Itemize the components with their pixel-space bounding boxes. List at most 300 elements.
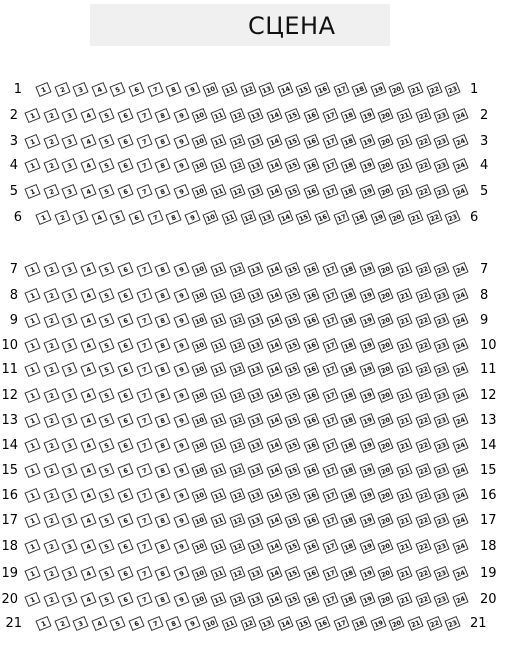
seat-r19-s20[interactable]: 20 [378,566,394,581]
seat-r12-s4[interactable]: 4 [80,388,96,403]
seat-r10-s7[interactable]: 7 [136,338,152,353]
seat-r15-s1[interactable]: 1 [24,463,40,478]
seat-r20-s14[interactable]: 14 [266,592,282,607]
seat-r3-s7[interactable]: 7 [136,134,152,149]
seat-r19-s12[interactable]: 12 [229,566,245,581]
seat-r10-s5[interactable]: 5 [99,338,115,353]
seat-r4-s19[interactable]: 19 [359,158,375,173]
seat-r11-s4[interactable]: 4 [80,362,96,377]
seat-r18-s15[interactable]: 15 [285,539,301,554]
seat-r21-s16[interactable]: 16 [314,616,330,631]
seat-r21-s23[interactable]: 23 [445,616,461,631]
seat-r10-s14[interactable]: 14 [266,338,282,353]
seat-r6-s16[interactable]: 16 [314,210,330,225]
seat-r13-s3[interactable]: 3 [62,413,78,428]
seat-r4-s22[interactable]: 22 [415,158,431,173]
seat-r3-s8[interactable]: 8 [155,134,171,149]
seat-r3-s1[interactable]: 1 [24,134,40,149]
seat-r13-s20[interactable]: 20 [378,413,394,428]
seat-r13-s15[interactable]: 15 [285,413,301,428]
seat-r20-s24[interactable]: 24 [452,592,468,607]
seat-r20-s4[interactable]: 4 [80,592,96,607]
seat-r16-s22[interactable]: 22 [415,488,431,503]
seat-r4-s23[interactable]: 23 [434,158,450,173]
seat-r20-s16[interactable]: 16 [303,592,319,607]
seat-r7-s22[interactable]: 22 [415,262,431,277]
seat-r17-s18[interactable]: 18 [341,513,357,528]
seat-r11-s22[interactable]: 22 [415,362,431,377]
seat-r12-s24[interactable]: 24 [452,388,468,403]
seat-r2-s5[interactable]: 5 [99,108,115,123]
seat-r14-s15[interactable]: 15 [285,438,301,453]
seat-r19-s6[interactable]: 6 [117,566,133,581]
seat-r14-s18[interactable]: 18 [341,438,357,453]
seat-r13-s6[interactable]: 6 [117,413,133,428]
seat-r4-s12[interactable]: 12 [229,158,245,173]
seat-r17-s3[interactable]: 3 [62,513,78,528]
seat-r19-s16[interactable]: 16 [303,566,319,581]
seat-r18-s3[interactable]: 3 [62,539,78,554]
seat-r11-s17[interactable]: 17 [322,362,338,377]
seat-r1-s14[interactable]: 14 [277,82,293,97]
seat-r15-s23[interactable]: 23 [434,463,450,478]
seat-r15-s8[interactable]: 8 [155,463,171,478]
seat-r10-s4[interactable]: 4 [80,338,96,353]
seat-r20-s8[interactable]: 8 [155,592,171,607]
seat-r21-s17[interactable]: 17 [333,616,349,631]
seat-r15-s13[interactable]: 13 [248,463,264,478]
seat-r2-s16[interactable]: 16 [303,108,319,123]
seat-r14-s22[interactable]: 22 [415,438,431,453]
seat-r17-s17[interactable]: 17 [322,513,338,528]
seat-r1-s17[interactable]: 17 [333,82,349,97]
seat-r13-s24[interactable]: 24 [452,413,468,428]
seat-r18-s16[interactable]: 16 [303,539,319,554]
seat-r9-s22[interactable]: 22 [415,313,431,328]
seat-r6-s9[interactable]: 9 [184,210,200,225]
seat-r21-s12[interactable]: 12 [240,616,256,631]
seat-r7-s24[interactable]: 24 [452,262,468,277]
seat-r15-s9[interactable]: 9 [173,463,189,478]
seat-r4-s15[interactable]: 15 [285,158,301,173]
seat-r4-s9[interactable]: 9 [173,158,189,173]
seat-r6-s3[interactable]: 3 [73,210,89,225]
seat-r21-s7[interactable]: 7 [147,616,163,631]
seat-r16-s24[interactable]: 24 [452,488,468,503]
seat-r6-s5[interactable]: 5 [110,210,126,225]
seat-r14-s9[interactable]: 9 [173,438,189,453]
seat-r13-s16[interactable]: 16 [303,413,319,428]
seat-r9-s16[interactable]: 16 [303,313,319,328]
seat-r19-s14[interactable]: 14 [266,566,282,581]
seat-r13-s21[interactable]: 21 [396,413,412,428]
seat-r17-s20[interactable]: 20 [378,513,394,528]
seat-r17-s8[interactable]: 8 [155,513,171,528]
seat-r6-s22[interactable]: 22 [426,210,442,225]
seat-r1-s16[interactable]: 16 [314,82,330,97]
seat-r11-s24[interactable]: 24 [452,362,468,377]
seat-r12-s5[interactable]: 5 [99,388,115,403]
seat-r18-s9[interactable]: 9 [173,539,189,554]
seat-r19-s7[interactable]: 7 [136,566,152,581]
seat-r11-s6[interactable]: 6 [117,362,133,377]
seat-r7-s11[interactable]: 11 [210,262,226,277]
seat-r21-s15[interactable]: 15 [296,616,312,631]
seat-r12-s20[interactable]: 20 [378,388,394,403]
seat-r13-s22[interactable]: 22 [415,413,431,428]
seat-r7-s4[interactable]: 4 [80,262,96,277]
seat-r19-s9[interactable]: 9 [173,566,189,581]
seat-r6-s12[interactable]: 12 [240,210,256,225]
seat-r5-s7[interactable]: 7 [136,184,152,199]
seat-r7-s3[interactable]: 3 [62,262,78,277]
seat-r10-s22[interactable]: 22 [415,338,431,353]
seat-r13-s12[interactable]: 12 [229,413,245,428]
seat-r1-s8[interactable]: 8 [166,82,182,97]
seat-r10-s13[interactable]: 13 [248,338,264,353]
seat-r10-s6[interactable]: 6 [117,338,133,353]
seat-r2-s1[interactable]: 1 [24,108,40,123]
seat-r8-s19[interactable]: 19 [359,288,375,303]
seat-r15-s20[interactable]: 20 [378,463,394,478]
seat-r18-s11[interactable]: 11 [210,539,226,554]
seat-r14-s24[interactable]: 24 [452,438,468,453]
seat-r7-s8[interactable]: 8 [155,262,171,277]
seat-r18-s23[interactable]: 23 [434,539,450,554]
seat-r13-s5[interactable]: 5 [99,413,115,428]
seat-r13-s10[interactable]: 10 [192,413,208,428]
seat-r3-s24[interactable]: 24 [452,134,468,149]
seat-r3-s11[interactable]: 11 [210,134,226,149]
seat-r9-s13[interactable]: 13 [248,313,264,328]
seat-r14-s6[interactable]: 6 [117,438,133,453]
seat-r1-s7[interactable]: 7 [147,82,163,97]
seat-r9-s14[interactable]: 14 [266,313,282,328]
seat-r19-s2[interactable]: 2 [43,566,59,581]
seat-r18-s20[interactable]: 20 [378,539,394,554]
seat-r3-s4[interactable]: 4 [80,134,96,149]
seat-r8-s5[interactable]: 5 [99,288,115,303]
seat-r17-s6[interactable]: 6 [117,513,133,528]
seat-r20-s19[interactable]: 19 [359,592,375,607]
seat-r6-s1[interactable]: 1 [35,210,51,225]
seat-r7-s10[interactable]: 10 [192,262,208,277]
seat-r14-s21[interactable]: 21 [396,438,412,453]
seat-r8-s24[interactable]: 24 [452,288,468,303]
seat-r9-s19[interactable]: 19 [359,313,375,328]
seat-r21-s13[interactable]: 13 [259,616,275,631]
seat-r18-s18[interactable]: 18 [341,539,357,554]
seat-r1-s9[interactable]: 9 [184,82,200,97]
seat-r5-s11[interactable]: 11 [210,184,226,199]
seat-r18-s13[interactable]: 13 [248,539,264,554]
seat-r5-s20[interactable]: 20 [378,184,394,199]
seat-r15-s5[interactable]: 5 [99,463,115,478]
seat-r2-s15[interactable]: 15 [285,108,301,123]
seat-r19-s24[interactable]: 24 [452,566,468,581]
seat-r9-s12[interactable]: 12 [229,313,245,328]
seat-r16-s23[interactable]: 23 [434,488,450,503]
seat-r18-s21[interactable]: 21 [396,539,412,554]
seat-r21-s22[interactable]: 22 [426,616,442,631]
seat-r13-s2[interactable]: 2 [43,413,59,428]
seat-r4-s21[interactable]: 21 [396,158,412,173]
seat-r13-s8[interactable]: 8 [155,413,171,428]
seat-r21-s6[interactable]: 6 [128,616,144,631]
seat-r6-s15[interactable]: 15 [296,210,312,225]
seat-r10-s11[interactable]: 11 [210,338,226,353]
seat-r2-s4[interactable]: 4 [80,108,96,123]
seat-r15-s18[interactable]: 18 [341,463,357,478]
seat-r8-s17[interactable]: 17 [322,288,338,303]
seat-r5-s23[interactable]: 23 [434,184,450,199]
seat-r17-s23[interactable]: 23 [434,513,450,528]
seat-r5-s4[interactable]: 4 [80,184,96,199]
seat-r1-s22[interactable]: 22 [426,82,442,97]
seat-r21-s10[interactable]: 10 [203,616,219,631]
seat-r18-s14[interactable]: 14 [266,539,282,554]
seat-r2-s12[interactable]: 12 [229,108,245,123]
seat-r5-s3[interactable]: 3 [62,184,78,199]
seat-r18-s19[interactable]: 19 [359,539,375,554]
seat-r20-s23[interactable]: 23 [434,592,450,607]
seat-r15-s6[interactable]: 6 [117,463,133,478]
seat-r19-s17[interactable]: 17 [322,566,338,581]
seat-r10-s3[interactable]: 3 [62,338,78,353]
seat-r16-s8[interactable]: 8 [155,488,171,503]
seat-r12-s7[interactable]: 7 [136,388,152,403]
seat-r11-s15[interactable]: 15 [285,362,301,377]
seat-r6-s18[interactable]: 18 [352,210,368,225]
seat-r1-s12[interactable]: 12 [240,82,256,97]
seat-r3-s3[interactable]: 3 [62,134,78,149]
seat-r21-s18[interactable]: 18 [352,616,368,631]
seat-r5-s9[interactable]: 9 [173,184,189,199]
seat-r16-s17[interactable]: 17 [322,488,338,503]
seat-r10-s2[interactable]: 2 [43,338,59,353]
seat-r12-s9[interactable]: 9 [173,388,189,403]
seat-r7-s16[interactable]: 16 [303,262,319,277]
seat-r6-s10[interactable]: 10 [203,210,219,225]
seat-r4-s8[interactable]: 8 [155,158,171,173]
seat-r20-s12[interactable]: 12 [229,592,245,607]
seat-r9-s3[interactable]: 3 [62,313,78,328]
seat-r12-s14[interactable]: 14 [266,388,282,403]
seat-r2-s6[interactable]: 6 [117,108,133,123]
seat-r3-s21[interactable]: 21 [396,134,412,149]
seat-r8-s13[interactable]: 13 [248,288,264,303]
seat-r9-s9[interactable]: 9 [173,313,189,328]
seat-r19-s11[interactable]: 11 [210,566,226,581]
seat-r20-s13[interactable]: 13 [248,592,264,607]
seat-r16-s12[interactable]: 12 [229,488,245,503]
seat-r5-s12[interactable]: 12 [229,184,245,199]
seat-r18-s17[interactable]: 17 [322,539,338,554]
seat-r11-s3[interactable]: 3 [62,362,78,377]
seat-r16-s19[interactable]: 19 [359,488,375,503]
seat-r21-s11[interactable]: 11 [221,616,237,631]
seat-r12-s8[interactable]: 8 [155,388,171,403]
seat-r21-s3[interactable]: 3 [73,616,89,631]
seat-r6-s8[interactable]: 8 [166,210,182,225]
seat-r17-s22[interactable]: 22 [415,513,431,528]
seat-r17-s9[interactable]: 9 [173,513,189,528]
seat-r3-s15[interactable]: 15 [285,134,301,149]
seat-r11-s14[interactable]: 14 [266,362,282,377]
seat-r15-s2[interactable]: 2 [43,463,59,478]
seat-r14-s19[interactable]: 19 [359,438,375,453]
seat-r12-s11[interactable]: 11 [210,388,226,403]
seat-r8-s14[interactable]: 14 [266,288,282,303]
seat-r21-s2[interactable]: 2 [54,616,70,631]
seat-r17-s19[interactable]: 19 [359,513,375,528]
seat-r7-s7[interactable]: 7 [136,262,152,277]
seat-r6-s7[interactable]: 7 [147,210,163,225]
seat-r8-s8[interactable]: 8 [155,288,171,303]
seat-r13-s11[interactable]: 11 [210,413,226,428]
seat-r15-s24[interactable]: 24 [452,463,468,478]
seat-r19-s4[interactable]: 4 [80,566,96,581]
seat-r20-s11[interactable]: 11 [210,592,226,607]
seat-r12-s22[interactable]: 22 [415,388,431,403]
seat-r4-s5[interactable]: 5 [99,158,115,173]
seat-r2-s22[interactable]: 22 [415,108,431,123]
seat-r8-s10[interactable]: 10 [192,288,208,303]
seat-r20-s1[interactable]: 1 [24,592,40,607]
seat-r10-s8[interactable]: 8 [155,338,171,353]
seat-r11-s7[interactable]: 7 [136,362,152,377]
seat-r14-s12[interactable]: 12 [229,438,245,453]
seat-r20-s10[interactable]: 10 [192,592,208,607]
seat-r17-s4[interactable]: 4 [80,513,96,528]
seat-r18-s1[interactable]: 1 [24,539,40,554]
seat-r12-s6[interactable]: 6 [117,388,133,403]
seat-r12-s21[interactable]: 21 [396,388,412,403]
seat-r12-s17[interactable]: 17 [322,388,338,403]
seat-r2-s21[interactable]: 21 [396,108,412,123]
seat-r6-s17[interactable]: 17 [333,210,349,225]
seat-r7-s19[interactable]: 19 [359,262,375,277]
seat-r4-s3[interactable]: 3 [62,158,78,173]
seat-r4-s11[interactable]: 11 [210,158,226,173]
seat-r8-s3[interactable]: 3 [62,288,78,303]
seat-r14-s17[interactable]: 17 [322,438,338,453]
seat-r1-s4[interactable]: 4 [91,82,107,97]
seat-r12-s12[interactable]: 12 [229,388,245,403]
seat-r11-s23[interactable]: 23 [434,362,450,377]
seat-r3-s14[interactable]: 14 [266,134,282,149]
seat-r11-s10[interactable]: 10 [192,362,208,377]
seat-r5-s21[interactable]: 21 [396,184,412,199]
seat-r19-s10[interactable]: 10 [192,566,208,581]
seat-r1-s18[interactable]: 18 [352,82,368,97]
seat-r7-s13[interactable]: 13 [248,262,264,277]
seat-r10-s21[interactable]: 21 [396,338,412,353]
seat-r15-s21[interactable]: 21 [396,463,412,478]
seat-r9-s21[interactable]: 21 [396,313,412,328]
seat-r4-s17[interactable]: 17 [322,158,338,173]
seat-r21-s8[interactable]: 8 [166,616,182,631]
seat-r8-s6[interactable]: 6 [117,288,133,303]
seat-r10-s10[interactable]: 10 [192,338,208,353]
seat-r19-s21[interactable]: 21 [396,566,412,581]
seat-r17-s24[interactable]: 24 [452,513,468,528]
seat-r11-s9[interactable]: 9 [173,362,189,377]
seat-r16-s5[interactable]: 5 [99,488,115,503]
seat-r14-s13[interactable]: 13 [248,438,264,453]
seat-r14-s8[interactable]: 8 [155,438,171,453]
seat-r8-s20[interactable]: 20 [378,288,394,303]
seat-r7-s1[interactable]: 1 [24,262,40,277]
seat-r5-s8[interactable]: 8 [155,184,171,199]
seat-r20-s6[interactable]: 6 [117,592,133,607]
seat-r2-s3[interactable]: 3 [62,108,78,123]
seat-r9-s7[interactable]: 7 [136,313,152,328]
seat-r17-s16[interactable]: 16 [303,513,319,528]
seat-r7-s23[interactable]: 23 [434,262,450,277]
seat-r8-s16[interactable]: 16 [303,288,319,303]
seat-r2-s23[interactable]: 23 [434,108,450,123]
seat-r20-s15[interactable]: 15 [285,592,301,607]
seat-r12-s10[interactable]: 10 [192,388,208,403]
seat-r12-s18[interactable]: 18 [341,388,357,403]
seat-r2-s7[interactable]: 7 [136,108,152,123]
seat-r19-s23[interactable]: 23 [434,566,450,581]
seat-r21-s4[interactable]: 4 [91,616,107,631]
seat-r2-s17[interactable]: 17 [322,108,338,123]
seat-r3-s6[interactable]: 6 [117,134,133,149]
seat-r1-s11[interactable]: 11 [221,82,237,97]
seat-r9-s15[interactable]: 15 [285,313,301,328]
seat-r15-s19[interactable]: 19 [359,463,375,478]
seat-r18-s7[interactable]: 7 [136,539,152,554]
seat-r15-s14[interactable]: 14 [266,463,282,478]
seat-r3-s12[interactable]: 12 [229,134,245,149]
seat-r1-s3[interactable]: 3 [73,82,89,97]
seat-r17-s5[interactable]: 5 [99,513,115,528]
seat-r3-s20[interactable]: 20 [378,134,394,149]
seat-r15-s17[interactable]: 17 [322,463,338,478]
seat-r2-s24[interactable]: 24 [452,108,468,123]
seat-r16-s11[interactable]: 11 [210,488,226,503]
seat-r20-s22[interactable]: 22 [415,592,431,607]
seat-r5-s14[interactable]: 14 [266,184,282,199]
seat-r20-s3[interactable]: 3 [62,592,78,607]
seat-r15-s4[interactable]: 4 [80,463,96,478]
seat-r15-s10[interactable]: 10 [192,463,208,478]
seat-r5-s6[interactable]: 6 [117,184,133,199]
seat-r7-s21[interactable]: 21 [396,262,412,277]
seat-r9-s17[interactable]: 17 [322,313,338,328]
seat-r4-s1[interactable]: 1 [24,158,40,173]
seat-r6-s4[interactable]: 4 [91,210,107,225]
seat-r8-s7[interactable]: 7 [136,288,152,303]
seat-r16-s13[interactable]: 13 [248,488,264,503]
seat-r10-s19[interactable]: 19 [359,338,375,353]
seat-r20-s18[interactable]: 18 [341,592,357,607]
seat-r9-s10[interactable]: 10 [192,313,208,328]
seat-r21-s20[interactable]: 20 [389,616,405,631]
seat-r14-s20[interactable]: 20 [378,438,394,453]
seat-r3-s19[interactable]: 19 [359,134,375,149]
seat-r16-s10[interactable]: 10 [192,488,208,503]
seat-r9-s5[interactable]: 5 [99,313,115,328]
seat-r5-s18[interactable]: 18 [341,184,357,199]
seat-r16-s7[interactable]: 7 [136,488,152,503]
seat-r9-s18[interactable]: 18 [341,313,357,328]
seat-r14-s5[interactable]: 5 [99,438,115,453]
seat-r11-s18[interactable]: 18 [341,362,357,377]
